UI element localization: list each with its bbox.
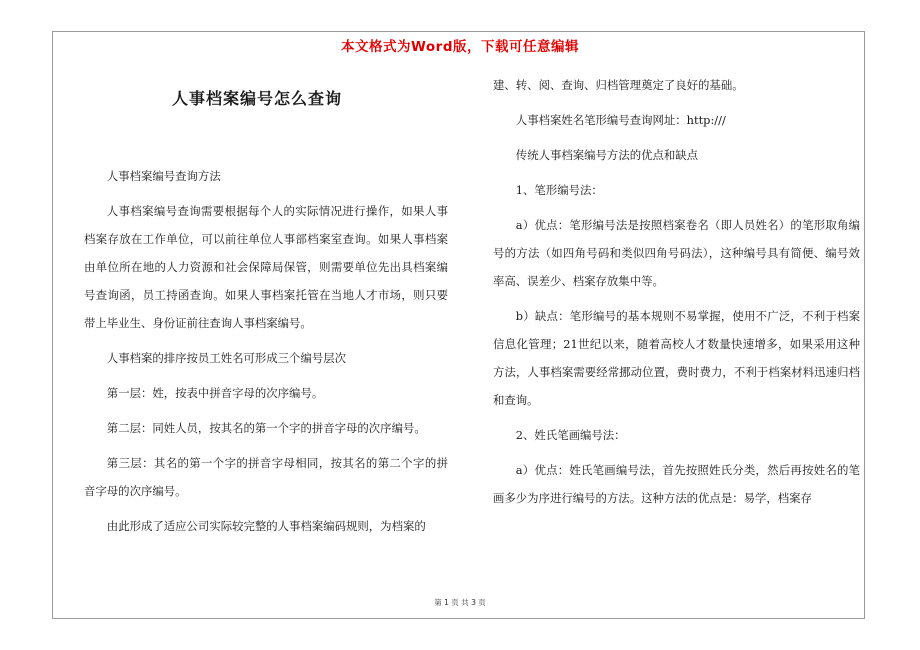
page-footer: 第 1 页 共 3 页 [434, 598, 486, 607]
paragraph: a）优点：姓氏笔画编号法，首先按照姓氏分类，然后再按姓名的笔画多少为序进行编号的方法。这种方法的优点是：易学，档案存 [493, 463, 860, 505]
paragraph: 传统人事档案编号方法的优点和缺点 [515, 148, 699, 162]
paragraph: b）缺点：笔形编号的基本规则不易掌握，使用不广泛，不利于档案信息化管理；21世纪以来，随着高校人才数量快速增多，如果采用这种方法，人事档案需要经常挪动位置，费时费力，不利于档案材料迅速归档和查询。 [493, 309, 860, 407]
paragraph: a）优点：笔形编号法是按照档案卷名（即人员姓名）的笔形取角编号的方法（如四角号码和类似四角号码法），这种编号具有简便、编号效率高、误差少、档案存放集中等。 [493, 218, 860, 288]
paragraph: 人事档案编号查询方法 [106, 169, 221, 183]
paragraph: 1、笔形编号法： [515, 183, 603, 197]
paragraph: 第一层：姓，按表中拼音字母的次序编号。 [106, 386, 324, 400]
paragraph: 人事档案的排序按员工姓名可形成三个编号层次 [106, 351, 347, 365]
paragraph: 建、转、阅、查询、归档管理奠定了良好的基础。 [493, 78, 744, 92]
document-title: 人事档案编号怎么查询 [172, 89, 343, 108]
paragraph: 2、姓氏笔画编号法： [515, 428, 626, 442]
right-column [493, 71, 860, 512]
paragraph: 第三层：其名的第一个字的拼音字母相同，按其名的第二个字的拼音字母的次序编号。 [84, 456, 448, 498]
paragraph: 人事档案姓名笔形编号查询网址：http:/// [515, 113, 726, 127]
format-banner: 本文格式为Word版，下载可任意编辑 [340, 39, 579, 55]
paragraph: 人事档案编号查询需要根据每个人的实际情况进行操作，如果人事档案存放在工作单位，可以前往单位人事部档案室查询。如果人事档案由单位所在地的人力资源和社会保障局保管，则需要单位先出具档案编号查询函，员工持函查询。如果人事档案托管在当地人才市场，则只要带上毕业生、身份证前往查询人事档案编号。 [84, 204, 448, 330]
left-column [84, 162, 448, 540]
paragraph: 第二层：同姓人员，按其名的第一个字的拼音字母的次序编号。 [106, 421, 426, 435]
paragraph: 由此形成了适应公司实际较完整的人事档案编码规则，为档案的 [106, 519, 426, 533]
